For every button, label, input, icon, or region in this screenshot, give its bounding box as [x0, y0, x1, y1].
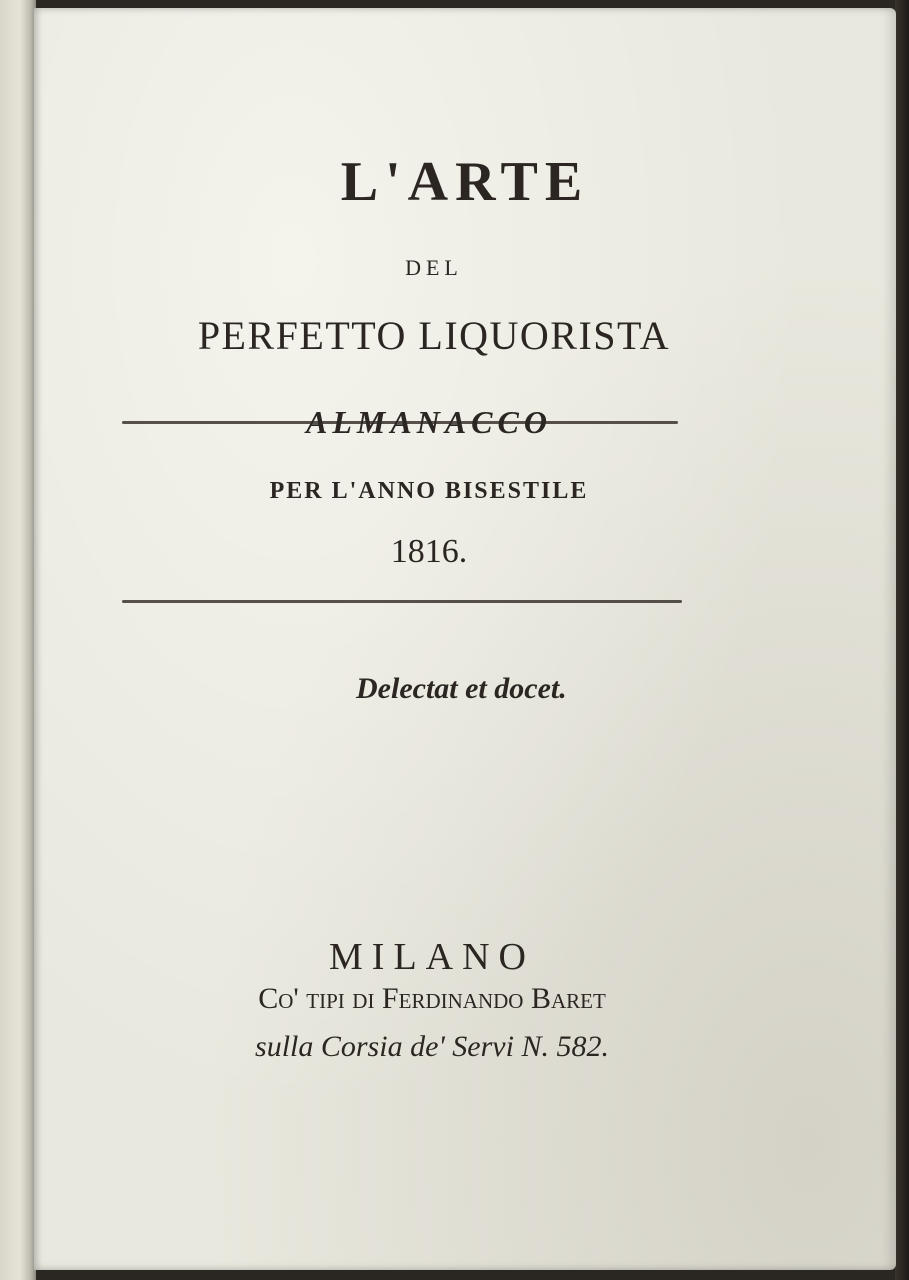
book-title: L'ARTE [340, 151, 590, 213]
title-connector: DEL [405, 255, 463, 280]
imprint-address: sulla Corsia de' Servi N. 582. [255, 1030, 609, 1063]
publication-year: 1816. [390, 533, 468, 570]
imprint-printer: Co' tipi di Ferdinando Baret [258, 982, 606, 1015]
motto: Delectat et docet. [356, 672, 567, 705]
book-subtitle: PERFETTO LIQUORISTA [197, 313, 671, 358]
left-page-edge [0, 0, 36, 1280]
divider-bottom [122, 600, 682, 603]
publication-type: ALMANACCO [306, 404, 552, 440]
imprint-city: MILANO [329, 936, 535, 978]
book-cover-edge [895, 0, 909, 1280]
year-line: PER L'ANNO BISESTILE [269, 478, 589, 504]
